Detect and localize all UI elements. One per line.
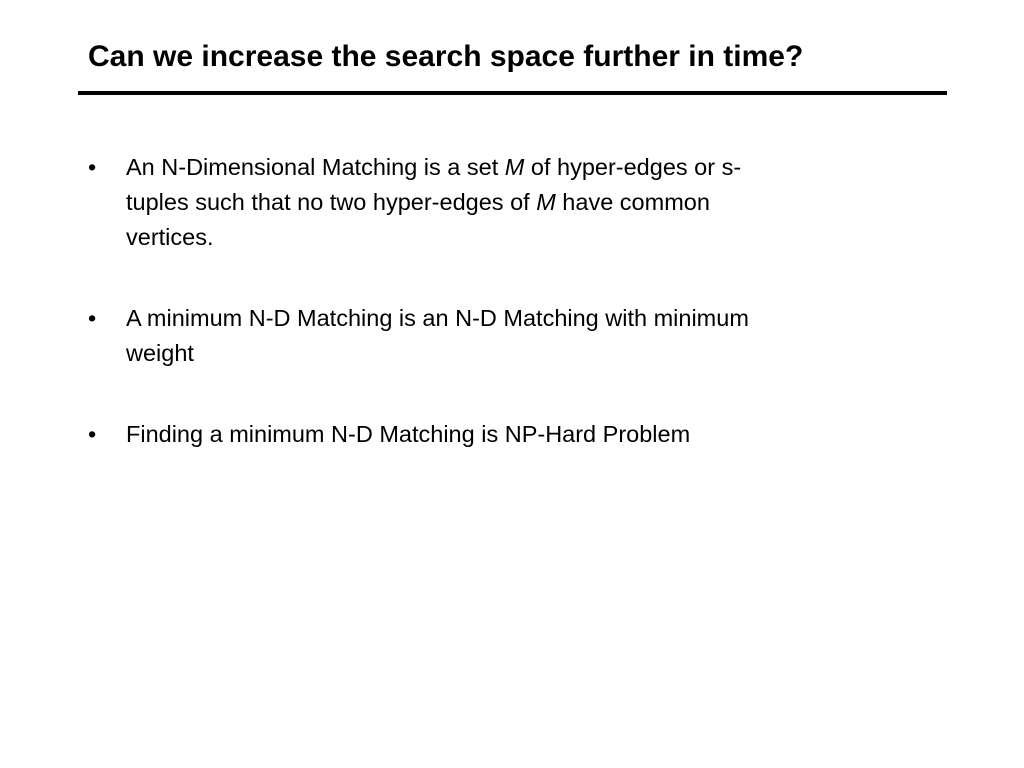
bullet-text: of hyper-edges or s- [524, 154, 742, 180]
bullet-text-line [126, 185, 908, 220]
math-variable: M [504, 154, 525, 180]
math-variable: M [536, 189, 556, 215]
bullet-item-definition [88, 150, 908, 255]
bullet-text: An N-Dimensional Matching is a set [126, 154, 505, 180]
bullet-text: vertices. [126, 224, 214, 250]
bullet-text: have common [555, 189, 710, 215]
bullet-item-np-hard [88, 417, 908, 452]
bullet-icon: • [88, 421, 97, 447]
bullet-list [88, 150, 908, 452]
bullet-text-line: weight [126, 340, 194, 366]
bullet-text-line: Finding a minimum N-D Matching is NP-Hard Problem [126, 421, 691, 447]
bullet-text-line: A minimum N-D Matching is an N-D Matching with minimum [126, 305, 749, 331]
bullet-text-line [126, 150, 908, 185]
bullet-item-minimum [88, 301, 908, 371]
bullet-icon: • [88, 154, 97, 180]
bullet-icon: • [88, 305, 97, 331]
title-underline [78, 91, 947, 95]
slide-title: Can we increase the search space further in time? [88, 40, 804, 73]
bullet-text: tuples such that no two hyper-edges of [126, 189, 537, 215]
bullet-text-line [126, 220, 908, 255]
